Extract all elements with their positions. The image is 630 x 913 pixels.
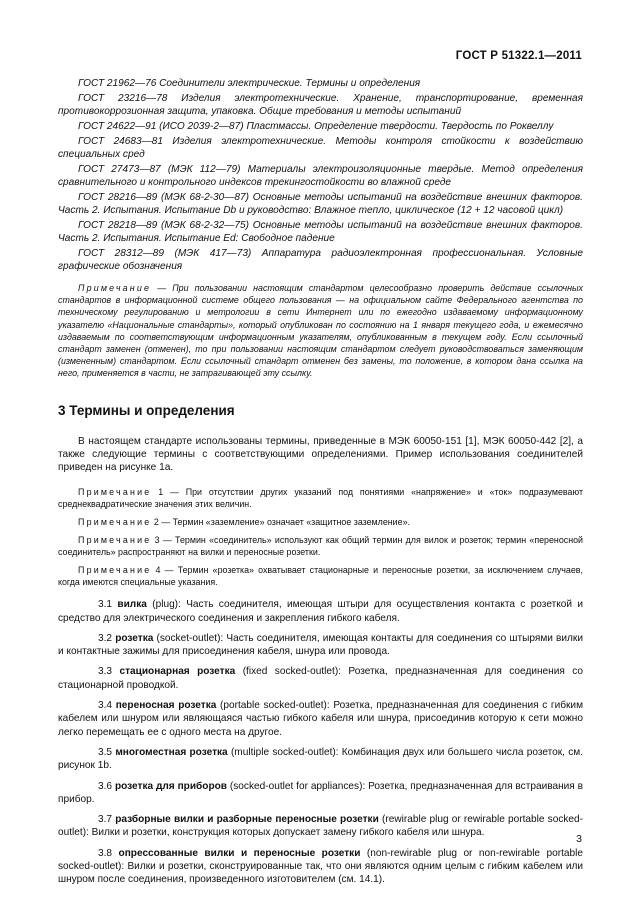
- definition-number: 3.8: [98, 847, 113, 859]
- definition-term: опрессованные вилки и переносные розетки: [118, 847, 361, 859]
- definition-item: [58, 813, 583, 840]
- reference-item: ГОСТ 23216—78 Изделия электротехнические. Хранение, транспортирование, временная противокоррозионная защита, упаковка. Общие требования и методы испытаний: [58, 93, 583, 117]
- term-note: [58, 534, 583, 558]
- reference-note: [58, 282, 583, 380]
- definition-number: 3.6: [98, 780, 113, 792]
- definition-text: Розетка, предназначенная для соединения с гибким кабелем или шнуром или являющаяся частью гибкого кабеля или шнура, присоединив которую к сети можно легко перемещать ее с одного места на другое.: [58, 700, 584, 738]
- definition-term: многоместная розетка: [115, 746, 228, 758]
- definition-english: (non-rewirable plug or non-rewirable portable socked-outlet):: [58, 847, 583, 872]
- definition-english: (multiple socked-outlet):: [227, 746, 342, 758]
- definition-item: [58, 598, 583, 625]
- definition-english: (portable socked-outlet):: [216, 700, 334, 712]
- definition-number: 3.7: [98, 814, 113, 826]
- note-number: 3: [154, 535, 160, 546]
- definition-term: розетка для приборов: [114, 780, 227, 792]
- definition-term: переносная розетка: [115, 700, 217, 712]
- note-label: Примечание: [78, 487, 152, 498]
- page-number: 3: [576, 833, 582, 845]
- note-number: 2: [153, 517, 159, 528]
- note-text: — При пользовании настоящим стандартом целесообразно проверить действие ссылочных стандартов в информационной системе общего пользования — на официальном сайте Федерального агентства по техническому регулированию и метрологии в сети Интернет или по ежегодно издаваемому информационному указателю «Национальные стандарты», который опубликован по состоянию на 1 января текущего года, и ежемесячно издаваемым по соответствующим информационным указателям, опубликованным в текущем году. Если ссылочный стандарт заменен (отменен), то при пользовании настоящим стандартом следует руководствоваться заменяющим (измененным) стандартом. Если ссылочный стандарт отменен без замены, то положение, в котором дана ссылка на него, применяется в части, не затрагивающей эту ссылку.: [58, 283, 583, 379]
- term-note: [58, 564, 583, 588]
- definition-term: вилка: [117, 599, 147, 611]
- definition-english: (plug):: [146, 599, 187, 611]
- reference-item: ГОСТ 28216—89 (МЭК 68-2-30—87) Основные методы испытаний на воздействие внешних факторов. Часть 2. Испытания. Испытание Db и руководство: Влажное тепло, циклическое (12 + 12 часовой цикл): [58, 192, 583, 216]
- reference-item: ГОСТ 24622—91 (ИСО 2039-2—87) Пластмассы. Определение твердости. Твердость по Роквеллу: [78, 121, 554, 132]
- definition-number: 3.4: [98, 700, 113, 712]
- definition-number: 3.5: [98, 746, 113, 758]
- references-list: [58, 77, 583, 273]
- note-text: — Термин «заземление» означает «защитное заземление».: [158, 517, 410, 528]
- definition-english: (socket-outlet):: [153, 632, 227, 644]
- page-content: [58, 77, 583, 887]
- section-intro: В настоящем стандарте использованы термины, приведенные в МЭК 60050-151 [1], МЭК 60050-442 [2], а также следующие термины с соответствующими определениями. Пример использования соединителей приведен на рисунке 1а.: [58, 435, 583, 474]
- term-note: [58, 516, 583, 528]
- definition-english: (rewirable plug or rewirable portable socked-outlet):: [58, 814, 583, 839]
- section-title: 3 Термины и определения: [58, 402, 235, 418]
- page-header: ГОСТ Р 51322.1—2011: [455, 50, 582, 62]
- note-label: Примечание: [78, 283, 152, 293]
- definition-english: (socked-outlet for appliances):: [227, 780, 369, 792]
- definition-number: 3.3: [98, 666, 113, 678]
- definition-text: Вилки и розетки, сконструированные так, что они являются одним целым с гибким кабелем или шнуром после соединения, произведенного изготовителем (см. 14.1).: [58, 860, 583, 886]
- definition-text: Розетка, предназначенная для встраивания в прибор.: [58, 780, 583, 805]
- note-text: — Термин «розетка» охватывает стационарные и переносные розетки, за исключением случаев, когда имеются специальные указания.: [58, 565, 583, 588]
- note-label: Примечание: [78, 565, 152, 576]
- definition-term: розетка: [115, 632, 154, 644]
- note-label: Примечание: [78, 517, 152, 528]
- note-label: Примечание: [78, 535, 152, 546]
- definition-item: [58, 746, 583, 773]
- definition-text: Часть соединителя, имеющая штыри для осуществления контакта с розеткой и средство для электрического соединения и закрепления гибкого кабеля.: [58, 599, 583, 624]
- reference-item: ГОСТ 28312—89 (МЭК 417—73) Аппаратура радиоэлектронная профессиональная. Условные графические обозначения: [58, 248, 583, 272]
- definition-text: Вилки и розетки, конструкция которых допускает замену гибкого кабеля или шнура.: [91, 827, 485, 839]
- note-text: — При отсутствии других указаний под понятиями «напряжение» и «ток» подразумевают среднеквадратические значения этих величин.: [58, 487, 584, 510]
- definition-item: [58, 665, 583, 692]
- definition-item: [58, 632, 583, 659]
- definition-text: Комбинация двух или большего числа розеток, см. рисунок 1b.: [58, 746, 584, 772]
- definition-item: [58, 699, 583, 739]
- definition-text: Часть соединителя, имеющая контакты для соединения со штырями вилки и контактные зажимы для присоединения кабеля, шнура или провода.: [58, 632, 583, 658]
- note-text: — Термин «соединитель» используют как общий термин для вилок и розеток; термин «переносной соединитель» распространяют на вилки и переносные розетки.: [58, 535, 584, 558]
- definition-item: [58, 847, 583, 887]
- note-number: 1: [158, 487, 164, 498]
- definition-english: (fixed socked-outlet):: [235, 666, 349, 678]
- definition-item: [58, 780, 583, 807]
- reference-item: ГОСТ 24683—81 Изделия электротехнические. Методы контроля стойкости к воздействию специальных сред: [58, 136, 583, 160]
- definition-text: Розетка, предназначенная для соединения со стационарной проводкой.: [58, 666, 584, 691]
- definition-number: 3.1: [98, 599, 113, 611]
- reference-item: ГОСТ 28218—89 (МЭК 68-2-32—75) Основные методы испытаний на воздействие внешних факторов. Часть 2. Испытания. Испытание Ed: Свободное падение: [58, 220, 583, 244]
- definition-term: стационарная розетка: [119, 666, 236, 678]
- definition-term: разборные вилки и разборные переносные розетки: [115, 814, 379, 826]
- reference-item: ГОСТ 27473—87 (МЭК 112—79) Материалы электроизоляционные твердые. Метод определения сравнительного и контрольного индексов трекингостойкости во влажной среде: [58, 164, 583, 188]
- reference-item: ГОСТ 21962—76 Соединители электрические. Термины и определения: [78, 78, 421, 89]
- definition-number: 3.2: [98, 632, 113, 644]
- term-note: [58, 486, 583, 510]
- note-number: 4: [155, 565, 161, 576]
